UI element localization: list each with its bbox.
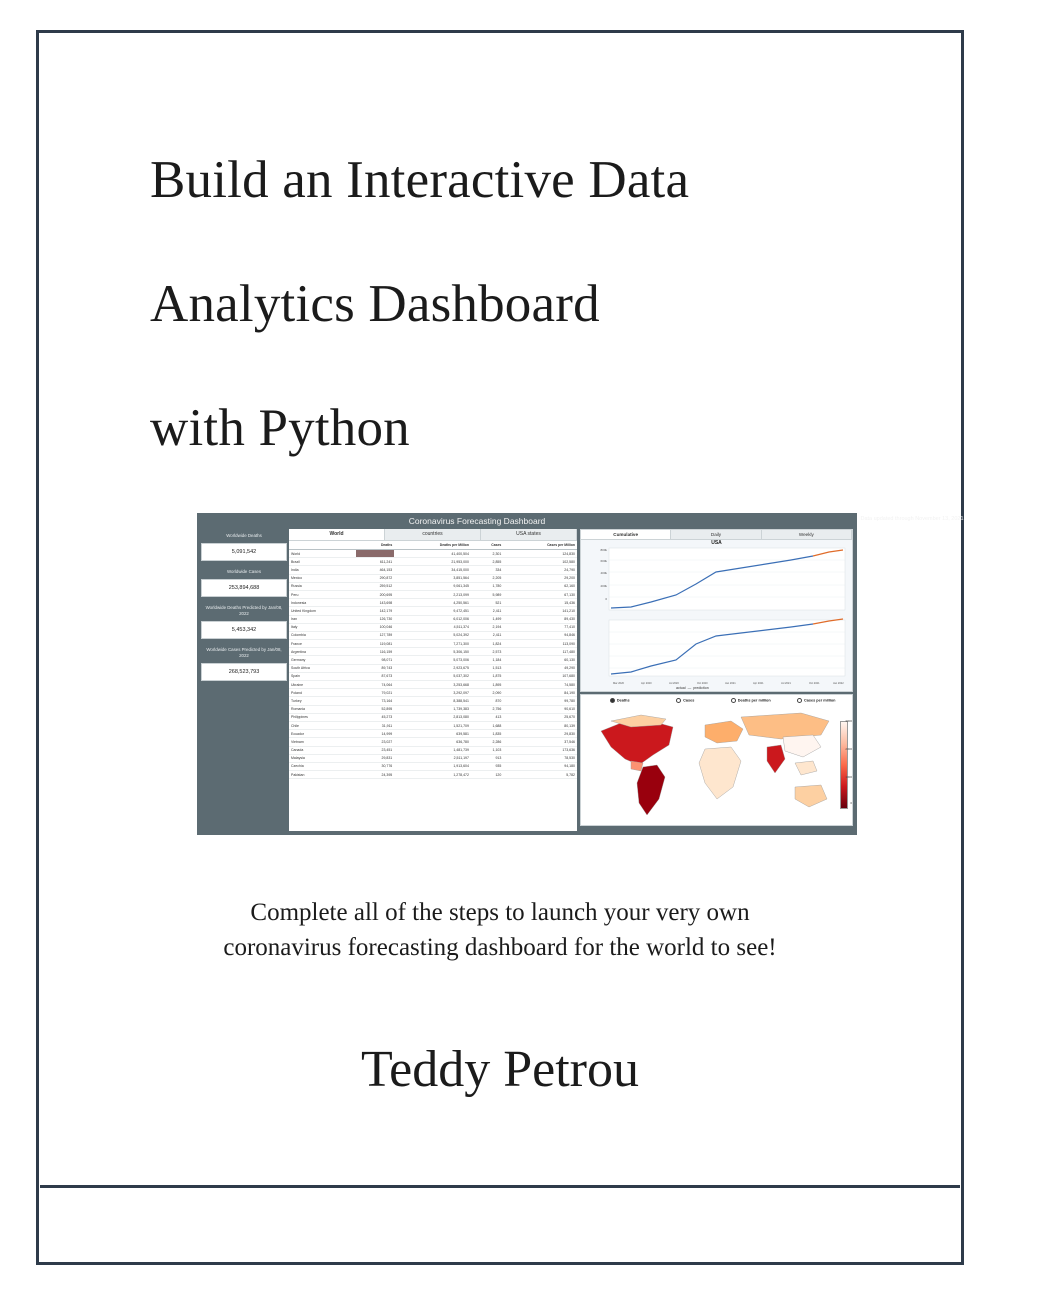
th-deaths[interactable]: Deaths (356, 541, 394, 550)
cell-cases-per-million: 62,160 (503, 582, 577, 590)
table-row[interactable] (289, 689, 577, 697)
table-row[interactable] (289, 558, 577, 566)
cell-deaths: 52,895 (356, 705, 394, 713)
data-table (289, 541, 577, 779)
cell-cases-per-million: 173,636 (503, 746, 577, 754)
svg-text:0: 0 (605, 597, 607, 601)
cell-deaths-per-million: 1,103 (471, 746, 503, 754)
cell-cases-per-million: 89,430 (503, 615, 577, 623)
chart-tabs[interactable] (580, 529, 853, 540)
cell-deaths: 87,673 (356, 672, 394, 680)
cell-cases-per-million: 25,670 (503, 713, 577, 721)
th-name[interactable] (289, 541, 356, 550)
cell-deaths: 29,831 (356, 754, 394, 762)
th-cases[interactable]: Cases (471, 541, 503, 550)
cell-name: Romania (289, 705, 356, 713)
subtitle-line-1: Complete all of the steps to launch your very own (250, 899, 750, 926)
world-map (580, 694, 853, 826)
cell-deaths: 126,730 (356, 615, 394, 623)
cell-cases-per-million: 107,680 (503, 672, 577, 680)
cell-cases: 21,953,000 (394, 558, 471, 566)
cell-cases-per-million: 94,846 (503, 631, 577, 639)
cell-cases-per-million: 94,180 (503, 762, 577, 770)
cell-cases-per-million: 15,436 (503, 599, 577, 607)
legend-prediction: prediction (693, 686, 709, 690)
cell-cases: 9,472,451 (394, 607, 471, 615)
cell-name: Germany (289, 656, 356, 664)
cell-name: Ukraine (289, 681, 356, 689)
cell-name: World (289, 550, 356, 558)
cell-name: Vietnam (289, 738, 356, 746)
cell-cases-per-million: 124,830 (503, 550, 577, 558)
cell-deaths-per-million: 1,824 (471, 640, 503, 648)
radio-cases-per-million[interactable]: Cases per million (784, 698, 850, 703)
metric-label-0: Worldwide Deaths (201, 529, 287, 543)
legend-actual: actual (676, 686, 686, 690)
cell-deaths-per-million: 2,411 (471, 631, 503, 639)
table-row[interactable] (289, 697, 577, 705)
cell-cases: 41,400,504 (394, 550, 471, 558)
cell-cases-per-million: 84,190 (503, 689, 577, 697)
cell-deaths-per-million: 2,090 (471, 689, 503, 697)
radio-deaths[interactable]: Deaths (587, 698, 653, 703)
cell-deaths-per-million: 1,895 (471, 681, 503, 689)
cell-deaths-per-million: 334 (471, 566, 503, 574)
cell-cases: 1,481,739 (394, 746, 471, 754)
title-line-3: with Python (150, 399, 410, 457)
svg-text:Apr 2020: Apr 2020 (641, 682, 652, 685)
cell-deaths-per-million: 5,989 (471, 590, 503, 598)
table-row[interactable] (289, 664, 577, 672)
table-row[interactable] (289, 713, 577, 721)
svg-text:Jul 2020: Jul 2020 (669, 682, 679, 685)
cell-deaths: 611,241 (356, 558, 394, 566)
cell-deaths-per-million: 913 (471, 754, 503, 762)
th-deaths-per-million[interactable]: Deaths per Million (394, 541, 471, 550)
cell-cases-per-million: 113,090 (503, 640, 577, 648)
cell-cases-per-million: 102,580 (503, 558, 577, 566)
svg-text:600k: 600k (600, 559, 607, 563)
svg-text:Jan 2022: Jan 2022 (833, 682, 844, 685)
table-row[interactable] (289, 631, 577, 639)
table-header-row (289, 541, 577, 550)
table-row[interactable] (289, 738, 577, 746)
map-svg (581, 703, 852, 833)
cell-deaths-per-million: 1,513 (471, 664, 503, 672)
cell-deaths-per-million: 935 (471, 762, 503, 770)
charts-panel (580, 529, 853, 831)
table-row[interactable] (289, 615, 577, 623)
cell-name: Ecuador (289, 730, 356, 738)
cell-deaths-per-million: 2,573 (471, 648, 503, 656)
cell-cases: 3,253,668 (394, 681, 471, 689)
cell-cases-per-million: 78,530 (503, 754, 577, 762)
cell-cases-per-million: 67,130 (503, 590, 577, 598)
cell-deaths-per-million: 2,205 (471, 574, 503, 582)
cell-cases-per-million: 29,830 (503, 730, 577, 738)
table-row[interactable] (289, 754, 577, 762)
cell-cases-per-million: 77,410 (503, 623, 577, 631)
radio-cases[interactable]: Cases (653, 698, 719, 703)
table-row[interactable] (289, 607, 577, 615)
cell-cases: 639,581 (394, 730, 471, 738)
metric-value-3: 268,523,793 (201, 663, 287, 681)
cell-deaths: 24,395 (356, 771, 394, 779)
cell-deaths: 14,999 (356, 730, 394, 738)
cell-name: Spain (289, 672, 356, 680)
cell-cases: 5,037,302 (394, 672, 471, 680)
table-row[interactable] (289, 566, 577, 574)
cell-cases-per-million: 49,290 (503, 664, 577, 672)
cell-name: France (289, 640, 356, 648)
cell-deaths-per-million: 2,194 (471, 623, 503, 631)
cell-cases: 1,521,709 (394, 721, 471, 729)
tab-cumulative[interactable]: Cumulative (581, 530, 671, 539)
cell-cases-per-million: 24,790 (503, 566, 577, 574)
cell-deaths: 143,698 (356, 599, 394, 607)
cell-deaths-per-million: 1,184 (471, 656, 503, 664)
cell-cases: 2,923,675 (394, 664, 471, 672)
cell-name: Indonesia (289, 599, 356, 607)
cell-deaths: 73,164 (356, 697, 394, 705)
cell-cases: 3,292,097 (394, 689, 471, 697)
cell-name: Peru (289, 590, 356, 598)
cell-deaths: 79,021 (356, 689, 394, 697)
table-row[interactable] (289, 746, 577, 754)
metric-value-2: 5,453,342 (201, 621, 287, 639)
cell-name: India (289, 566, 356, 574)
table-row[interactable] (289, 550, 577, 558)
table-row[interactable] (289, 672, 577, 680)
title-line-1: Build an Interactive Data (150, 151, 690, 209)
cell-deaths: 30,776 (356, 762, 394, 770)
chart-svg (581, 540, 852, 690)
cell-deaths-per-million: 521 (471, 599, 503, 607)
cell-name: South Africa (289, 664, 356, 672)
cell-name: Italy (289, 623, 356, 631)
cell-name: Chile (289, 721, 356, 729)
dashboard-screenshot (197, 513, 964, 835)
book-subtitle (100, 895, 900, 965)
th-cases-per-million[interactable]: Cases per Million (503, 541, 577, 550)
cover-bottom-rule (40, 1185, 960, 1188)
map-colorbar (840, 721, 848, 809)
table-row[interactable] (289, 656, 577, 664)
cell-deaths-per-million: 2,286 (471, 738, 503, 746)
table-row[interactable] (289, 623, 577, 631)
cell-cases: 6,012,006 (394, 615, 471, 623)
table-row[interactable] (289, 721, 577, 729)
svg-text:Jul 2021: Jul 2021 (781, 682, 791, 685)
cell-deaths-per-million: 1,780 (471, 582, 503, 590)
cell-name: Mexico (289, 574, 356, 582)
cell-deaths: 45,273 (356, 713, 394, 721)
table-row[interactable] (289, 599, 577, 607)
table-row[interactable] (289, 705, 577, 713)
radio-deaths-per-million[interactable]: Deaths per million (718, 698, 784, 703)
cell-deaths: 89,743 (356, 664, 394, 672)
cell-deaths: 116,159 (356, 648, 394, 656)
metric-label-2: Worldwide Deaths Predicted by Jan/08, 2022 (201, 601, 287, 621)
map-colorbar-ticks: 3000 2000 1000 0 (845, 719, 852, 805)
metric-value-0: 5,091,542 (201, 543, 287, 561)
cell-name: Canada (289, 746, 356, 754)
svg-text:800k: 800k (600, 548, 607, 552)
table-row[interactable] (289, 648, 577, 656)
tab-countries[interactable]: countries (385, 529, 481, 540)
cell-deaths: 23,027 (356, 738, 394, 746)
tab-world[interactable]: World (289, 529, 385, 540)
table-row[interactable] (289, 771, 577, 779)
cell-name: Poland (289, 689, 356, 697)
svg-text:Mar 2020: Mar 2020 (613, 682, 624, 685)
author-name: Teddy Petrou (361, 1041, 639, 1098)
table-row[interactable] (289, 574, 577, 582)
cell-deaths: 142,179 (356, 607, 394, 615)
svg-text:Oct 2021: Oct 2021 (809, 682, 820, 685)
cell-name: Brazil (289, 558, 356, 566)
table-row[interactable] (289, 730, 577, 738)
cell-deaths: 200,695 (356, 590, 394, 598)
cell-cases: 8,388,541 (394, 697, 471, 705)
cell-name: Russia (289, 582, 356, 590)
cell-deaths: 98,071 (356, 656, 394, 664)
cell-deaths-per-million: 2,301 (471, 550, 503, 558)
cell-deaths-per-million: 870 (471, 697, 503, 705)
cell-cases: 4,511,374 (394, 623, 471, 631)
cell-deaths-per-million: 120 (471, 771, 503, 779)
cell-name: Colombia (289, 631, 356, 639)
cell-name: Philippines (289, 713, 356, 721)
cell-cases: 5,306,150 (394, 648, 471, 656)
cell-cases: 7,271,300 (394, 640, 471, 648)
cell-cases-per-million: 141,210 (503, 607, 577, 615)
svg-text:Apr 2021: Apr 2021 (753, 682, 764, 685)
cell-deaths: 259,512 (356, 582, 394, 590)
metric-label-1: Worldwide Cases (201, 565, 287, 579)
cell-deaths: 100,046 (356, 623, 394, 631)
cell-name: United Kingdom (289, 607, 356, 615)
table-row[interactable] (289, 681, 577, 689)
cell-deaths-per-million: 2,411 (471, 607, 503, 615)
cell-name: Pakistan (289, 771, 356, 779)
tab-weekly[interactable]: Weekly (762, 530, 852, 539)
cell-name: Argentina (289, 648, 356, 656)
svg-text:Jan 2021: Jan 2021 (725, 682, 736, 685)
dashboard-data-note: Data updated through November 13, 2021 (860, 516, 964, 522)
cell-name: Iran (289, 615, 356, 623)
chart-legend: actual — prediction (676, 686, 709, 690)
cell-name: Czechia (289, 762, 356, 770)
cell-cases: 5,073,006 (394, 656, 471, 664)
tab-usa-states[interactable]: USA states (481, 529, 577, 540)
cell-deaths-per-million: 1,875 (471, 672, 503, 680)
cell-cases-per-million: 80,139 (503, 721, 577, 729)
cell-deaths-per-million: 2,756 (471, 705, 503, 713)
table-row[interactable] (289, 762, 577, 770)
cell-cases-per-million: 60,130 (503, 656, 577, 664)
table-body (289, 550, 577, 779)
metric-value-1: 253,894,688 (201, 579, 287, 597)
cell-deaths-per-million: 1,688 (471, 721, 503, 729)
cell-deaths: 290,872 (356, 574, 394, 582)
line-chart (580, 540, 853, 692)
table-row[interactable] (289, 590, 577, 598)
cell-cases: 34,415,000 (394, 566, 471, 574)
subtitle-line-2: coronavirus forecasting dashboard for the world to see! (223, 934, 777, 961)
cell-cases-per-million: 37,546 (503, 738, 577, 746)
cell-deaths: 74,064 (356, 681, 394, 689)
cell-deaths-per-million: 1,835 (471, 730, 503, 738)
cell-deaths-per-million: 413 (471, 713, 503, 721)
chart-region-label: USA (711, 540, 722, 546)
table-row[interactable] (289, 640, 577, 648)
cell-deaths: 119,081 (356, 640, 394, 648)
metric-label-3: Worldwide Cases Predicted by Jan/08, 2022 (201, 643, 287, 663)
cell-cases: 2,511,197 (394, 754, 471, 762)
cell-cases: 1,913,604 (394, 762, 471, 770)
svg-text:400k: 400k (600, 571, 607, 575)
title-line-2: Analytics Dashboard (150, 275, 600, 333)
dashboard-title: Coronavirus Forecasting Dashboard (408, 516, 546, 526)
svg-text:Oct 2020: Oct 2020 (697, 682, 708, 685)
cell-deaths: 23,451 (356, 746, 394, 754)
cell-cases: 3,851,564 (394, 574, 471, 582)
cell-deaths: 127,789 (356, 631, 394, 639)
cell-cases-per-million: 117,480 (503, 648, 577, 656)
metric-panel (201, 529, 287, 829)
cell-cases: 9,061,345 (394, 582, 471, 590)
svg-text:200k: 200k (600, 584, 607, 588)
tab-daily[interactable]: Daily (671, 530, 761, 539)
cell-deaths: 762,975 (356, 550, 394, 558)
cell-deaths-per-million: 1,499 (471, 615, 503, 623)
table-tabs[interactable] (289, 529, 577, 541)
cell-name: Malaysia (289, 754, 356, 762)
cell-cases-per-million: 5,782 (503, 771, 577, 779)
cell-deaths: 464,153 (356, 566, 394, 574)
cell-cases: 2,813,080 (394, 713, 471, 721)
cell-cases-per-million: 99,780 (503, 697, 577, 705)
cell-cases: 636,780 (394, 738, 471, 746)
book-title (150, 118, 910, 490)
cell-cases-per-million: 90,610 (503, 705, 577, 713)
cell-deaths: 31,911 (356, 721, 394, 729)
cell-cases: 1,739,383 (394, 705, 471, 713)
data-table-panel (289, 529, 577, 831)
cell-deaths-per-million: 2,855 (471, 558, 503, 566)
cell-cases: 1,278,472 (394, 771, 471, 779)
cell-cases: 2,213,099 (394, 590, 471, 598)
cell-cases-per-million: 74,580 (503, 681, 577, 689)
table-row[interactable] (289, 582, 577, 590)
cell-cases: 4,250,561 (394, 599, 471, 607)
cell-cases: 5,024,392 (394, 631, 471, 639)
cell-cases-per-million: 29,200 (503, 574, 577, 582)
cell-name: Turkey (289, 697, 356, 705)
